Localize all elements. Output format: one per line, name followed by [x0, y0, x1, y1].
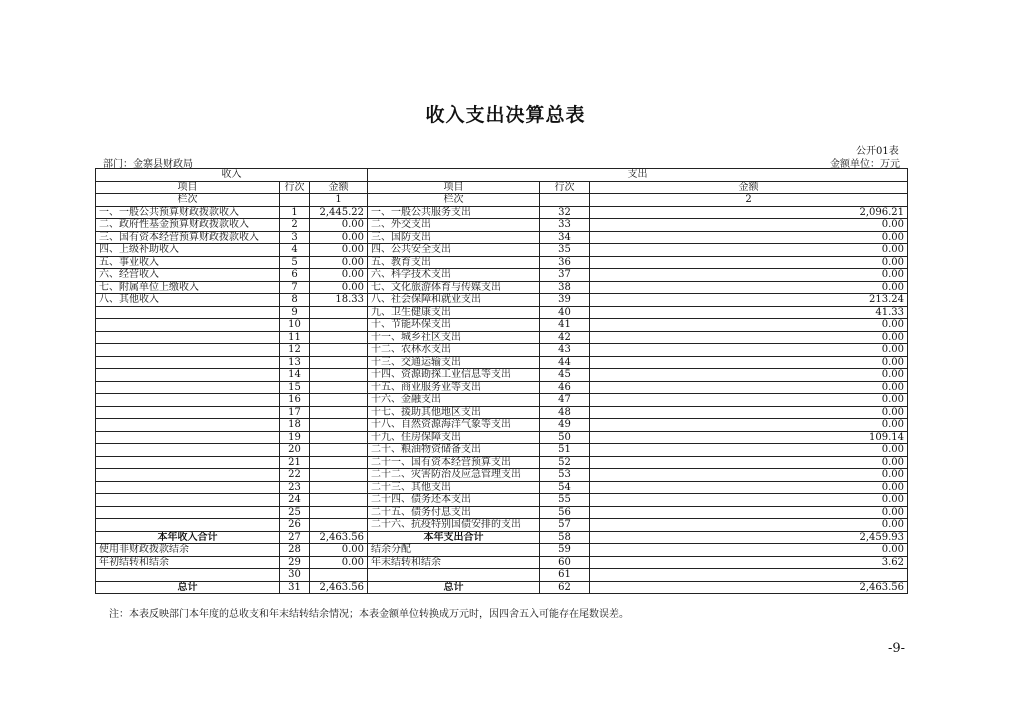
table-row: [96, 469, 908, 482]
expense-rowno-cell: 50: [540, 431, 590, 444]
table-row: [96, 331, 908, 344]
income-rowno-cell: 27: [280, 531, 310, 544]
income-amount-cell: [310, 381, 368, 394]
income-rowno-cell: 5: [280, 256, 310, 269]
table-row: [96, 256, 908, 269]
expense-header: 支出: [368, 169, 908, 182]
expense-amount-cell: 0.00: [590, 494, 908, 507]
income-amount-cell: 2,445.22: [310, 206, 368, 219]
table-row: [96, 544, 908, 557]
expense-rowno-cell: 54: [540, 481, 590, 494]
income-amount-cell: [310, 444, 368, 457]
income-column-empty: [280, 194, 310, 207]
expense-amount-cell: 0.00: [590, 219, 908, 232]
expense-rowno-cell: 36: [540, 256, 590, 269]
income-item-cell: [96, 506, 280, 519]
income-item-cell: [96, 431, 280, 444]
expense-amount-cell: 0.00: [590, 481, 908, 494]
income-amount-cell: [310, 331, 368, 344]
table-row: [96, 519, 908, 532]
expense-item-cell: 二十二、灾害防治及应急管理支出: [368, 469, 540, 482]
expense-rowno-cell: 51: [540, 444, 590, 457]
income-amount-header: 金额: [310, 181, 368, 194]
expense-item-cell: 九、卫生健康支出: [368, 306, 540, 319]
income-item-cell: [96, 331, 280, 344]
expense-amount-cell: 2,463.56: [590, 581, 908, 594]
income-rowno-cell: 17: [280, 406, 310, 419]
income-item-cell: [96, 494, 280, 507]
table-row: [96, 456, 908, 469]
expense-item-cell: 本年支出合计: [368, 531, 540, 544]
expense-rowno-cell: 33: [540, 219, 590, 232]
table-row: [96, 231, 908, 244]
income-item-cell: 七、附属单位上缴收入: [96, 281, 280, 294]
table-row: [96, 394, 908, 407]
expense-amount-cell: 0.00: [590, 469, 908, 482]
expense-column-label: 栏次: [368, 194, 540, 207]
income-item-cell: [96, 569, 280, 582]
income-item-cell: 六、经营收入: [96, 269, 280, 282]
expense-amount-cell: 109.14: [590, 431, 908, 444]
expense-item-cell: 二十三、其他支出: [368, 481, 540, 494]
income-item-cell: [96, 381, 280, 394]
expense-amount-cell: 0.00: [590, 544, 908, 557]
income-amount-cell: 0.00: [310, 544, 368, 557]
expense-column-number: 2: [590, 194, 908, 207]
expense-item-cell: 一、一般公共服务支出: [368, 206, 540, 219]
expense-rowno-cell: 62: [540, 581, 590, 594]
expense-item-cell: 二、外交支出: [368, 219, 540, 232]
expense-amount-cell: 0.00: [590, 244, 908, 257]
form-code: 公开01表: [856, 146, 899, 157]
expense-item-cell: 五、教育支出: [368, 256, 540, 269]
income-amount-cell: 0.00: [310, 556, 368, 569]
expense-rowno-cell: 58: [540, 531, 590, 544]
income-amount-cell: 2,463.56: [310, 531, 368, 544]
income-item-cell: 八、其他收入: [96, 294, 280, 307]
expense-amount-cell: 2,096.21: [590, 206, 908, 219]
expense-amount-cell: 0.00: [590, 269, 908, 282]
table-row: [96, 219, 908, 232]
income-amount-cell: [310, 469, 368, 482]
expense-amount-cell: 41.33: [590, 306, 908, 319]
table-row: [96, 581, 908, 594]
expense-item-cell: 十四、资源勘探工业信息等支出: [368, 369, 540, 382]
income-item-cell: [96, 306, 280, 319]
expense-item-cell: 三、国防支出: [368, 231, 540, 244]
income-column-label: 栏次: [96, 194, 280, 207]
income-amount-cell: [310, 456, 368, 469]
expense-amount-header: 金额: [590, 181, 908, 194]
income-rowno-cell: 1: [280, 206, 310, 219]
expense-amount-cell: 3.62: [590, 556, 908, 569]
expense-item-cell: 结余分配: [368, 544, 540, 557]
table-row: [96, 506, 908, 519]
income-rowno-cell: 13: [280, 356, 310, 369]
table-row: [96, 431, 908, 444]
income-rowno-cell: 21: [280, 456, 310, 469]
income-item-cell: 三、国有资本经营预算财政拨款收入: [96, 231, 280, 244]
expense-amount-cell: 0.00: [590, 356, 908, 369]
table-row: [96, 419, 908, 432]
income-amount-cell: [310, 344, 368, 357]
income-item-cell: 本年收入合计: [96, 531, 280, 544]
income-rowno-cell: 19: [280, 431, 310, 444]
income-item-cell: 一、一般公共预算财政拨款收入: [96, 206, 280, 219]
expense-item-cell: 十六、金融支出: [368, 394, 540, 407]
income-amount-cell: 0.00: [310, 256, 368, 269]
expense-amount-cell: 0.00: [590, 281, 908, 294]
income-rowno-cell: 2: [280, 219, 310, 232]
expense-item-cell: 十二、农林水支出: [368, 344, 540, 357]
unit-label: 金额单位：万元: [830, 159, 900, 170]
table-row: [96, 206, 908, 219]
income-amount-cell: 0.00: [310, 281, 368, 294]
expense-amount-cell: 0.00: [590, 444, 908, 457]
income-amount-cell: [310, 519, 368, 532]
income-item-cell: [96, 469, 280, 482]
income-amount-cell: [310, 481, 368, 494]
footnote: 注：本表反映部门本年度的总收支和年末结转结余情况；本表金额单位转换成万元时，因四舍五入可能存在尾数误差。: [109, 609, 629, 620]
income-rowno-cell: 30: [280, 569, 310, 582]
income-amount-cell: 0.00: [310, 244, 368, 257]
income-rowno-cell: 15: [280, 381, 310, 394]
income-item-cell: [96, 394, 280, 407]
expense-item-cell: 十、节能环保支出: [368, 319, 540, 332]
income-item-cell: 五、事业收入: [96, 256, 280, 269]
expense-item-cell: 七、文化旅游体育与传媒支出: [368, 281, 540, 294]
table-row: [96, 244, 908, 257]
expense-rowno-cell: 44: [540, 356, 590, 369]
expense-rowno-cell: 39: [540, 294, 590, 307]
expense-amount-cell: 0.00: [590, 256, 908, 269]
expense-amount-cell: 0.00: [590, 394, 908, 407]
expense-item-cell: 十五、商业服务业等支出: [368, 381, 540, 394]
expense-item-cell: 二十四、债务还本支出: [368, 494, 540, 507]
expense-amount-cell: 0.00: [590, 519, 908, 532]
expense-item-cell: 十九、住房保障支出: [368, 431, 540, 444]
table-row: [96, 356, 908, 369]
expense-rowno-cell: 47: [540, 394, 590, 407]
income-column-number: 1: [310, 194, 368, 207]
income-amount-cell: [310, 494, 368, 507]
expense-amount-cell: 2,459.93: [590, 531, 908, 544]
income-item-cell: 年初结转和结余: [96, 556, 280, 569]
income-item-cell: [96, 419, 280, 432]
expense-rowno-cell: 43: [540, 344, 590, 357]
expense-item-cell: 四、公共安全支出: [368, 244, 540, 257]
table-row: [96, 369, 908, 382]
expense-rowno-cell: 46: [540, 381, 590, 394]
income-rowno-cell: 3: [280, 231, 310, 244]
report-title: 收入支出决算总表: [425, 104, 586, 126]
income-rowno-cell: 29: [280, 556, 310, 569]
expense-item-cell: 十三、交通运输支出: [368, 356, 540, 369]
income-amount-cell: 0.00: [310, 219, 368, 232]
expense-item-cell: [368, 569, 540, 582]
income-amount-cell: [310, 394, 368, 407]
table-row: [96, 294, 908, 307]
income-item-cell: 二、政府性基金预算财政拨款收入: [96, 219, 280, 232]
income-rowno-cell: 31: [280, 581, 310, 594]
expense-amount-cell: 0.00: [590, 506, 908, 519]
income-amount-cell: [310, 406, 368, 419]
expense-rowno-cell: 35: [540, 244, 590, 257]
table-row: [96, 494, 908, 507]
income-rowno-cell: 4: [280, 244, 310, 257]
expense-rowno-cell: 49: [540, 419, 590, 432]
income-rowno-cell: 7: [280, 281, 310, 294]
table-row: [96, 406, 908, 419]
table-row: [96, 269, 908, 282]
income-amount-cell: 18.33: [310, 294, 368, 307]
page-number: -9-: [888, 641, 906, 656]
income-item-cell: [96, 519, 280, 532]
expense-item-cell: 十一、城乡社区支出: [368, 331, 540, 344]
expense-amount-cell: [590, 569, 908, 582]
income-rowno-cell: 8: [280, 294, 310, 307]
income-amount-cell: [310, 356, 368, 369]
expense-item-cell: 二十六、抗疫特别国债安排的支出: [368, 519, 540, 532]
table-row: [96, 281, 908, 294]
income-amount-cell: 0.00: [310, 231, 368, 244]
income-rowno-cell: 9: [280, 306, 310, 319]
table-row: [96, 531, 908, 544]
income-item-cell: [96, 369, 280, 382]
expense-rowno-cell: 41: [540, 319, 590, 332]
income-item-cell: 四、上级补助收入: [96, 244, 280, 257]
expense-amount-cell: 0.00: [590, 319, 908, 332]
income-rowno-cell: 20: [280, 444, 310, 457]
income-item-header: 项目: [96, 181, 280, 194]
expense-amount-cell: 0.00: [590, 369, 908, 382]
income-rowno-header: 行次: [280, 181, 310, 194]
income-item-cell: [96, 406, 280, 419]
expense-item-cell: 总计: [368, 581, 540, 594]
income-item-cell: [96, 344, 280, 357]
expense-item-header: 项目: [368, 181, 540, 194]
expense-item-cell: 二十、粮油物资储备支出: [368, 444, 540, 457]
expense-rowno-cell: 48: [540, 406, 590, 419]
income-item-cell: [96, 444, 280, 457]
income-item-cell: [96, 481, 280, 494]
expense-rowno-cell: 59: [540, 544, 590, 557]
expense-rowno-cell: 55: [540, 494, 590, 507]
expense-amount-cell: 0.00: [590, 331, 908, 344]
income-rowno-cell: 10: [280, 319, 310, 332]
income-amount-cell: 0.00: [310, 269, 368, 282]
income-item-cell: [96, 456, 280, 469]
table-row: [96, 381, 908, 394]
expense-rowno-cell: 45: [540, 369, 590, 382]
expense-rowno-cell: 53: [540, 469, 590, 482]
expense-column-empty: [540, 194, 590, 207]
income-rowno-cell: 22: [280, 469, 310, 482]
expense-amount-cell: 0.00: [590, 381, 908, 394]
income-rowno-cell: 14: [280, 369, 310, 382]
expense-amount-cell: 0.00: [590, 419, 908, 432]
income-amount-cell: [310, 431, 368, 444]
income-rowno-cell: 11: [280, 331, 310, 344]
income-rowno-cell: 18: [280, 419, 310, 432]
summary-table: [95, 168, 907, 594]
expense-rowno-cell: 61: [540, 569, 590, 582]
expense-item-cell: 八、社会保障和就业支出: [368, 294, 540, 307]
expense-amount-cell: 0.00: [590, 231, 908, 244]
income-rowno-cell: 25: [280, 506, 310, 519]
income-item-cell: [96, 319, 280, 332]
table-row: [96, 306, 908, 319]
income-item-cell: 使用非财政拨款结余: [96, 544, 280, 557]
income-header: 收入: [96, 169, 368, 182]
expense-item-cell: 年末结转和结余: [368, 556, 540, 569]
table-row: [96, 569, 908, 582]
expense-rowno-cell: 57: [540, 519, 590, 532]
income-amount-cell: [310, 319, 368, 332]
expense-amount-cell: 0.00: [590, 406, 908, 419]
expense-amount-cell: 213.24: [590, 294, 908, 307]
department-label: 部门：金寨县财政局: [103, 159, 193, 170]
expense-rowno-cell: 34: [540, 231, 590, 244]
income-rowno-cell: 23: [280, 481, 310, 494]
income-item-cell: [96, 356, 280, 369]
table-row: [96, 344, 908, 357]
expense-rowno-cell: 56: [540, 506, 590, 519]
income-rowno-cell: 26: [280, 519, 310, 532]
expense-item-cell: 十七、援助其他地区支出: [368, 406, 540, 419]
expense-rowno-cell: 60: [540, 556, 590, 569]
expense-rowno-cell: 37: [540, 269, 590, 282]
income-amount-cell: [310, 369, 368, 382]
income-amount-cell: [310, 306, 368, 319]
income-amount-cell: [310, 506, 368, 519]
income-amount-cell: 2,463.56: [310, 581, 368, 594]
expense-item-cell: 十八、自然资源海洋气象等支出: [368, 419, 540, 432]
income-rowno-cell: 12: [280, 344, 310, 357]
expense-rowno-cell: 42: [540, 331, 590, 344]
income-amount-cell: [310, 569, 368, 582]
income-amount-cell: [310, 419, 368, 432]
income-rowno-cell: 16: [280, 394, 310, 407]
expense-rowno-cell: 32: [540, 206, 590, 219]
expense-item-cell: 六、科学技术支出: [368, 269, 540, 282]
income-item-cell: 总计: [96, 581, 280, 594]
table-row: [96, 444, 908, 457]
table-row: [96, 556, 908, 569]
expense-amount-cell: 0.00: [590, 456, 908, 469]
income-rowno-cell: 24: [280, 494, 310, 507]
expense-item-cell: 二十五、债务付息支出: [368, 506, 540, 519]
expense-rowno-cell: 52: [540, 456, 590, 469]
income-rowno-cell: 28: [280, 544, 310, 557]
table-row: [96, 319, 908, 332]
expense-rowno-cell: 40: [540, 306, 590, 319]
expense-amount-cell: 0.00: [590, 344, 908, 357]
expense-rowno-header: 行次: [540, 181, 590, 194]
expense-item-cell: 二十一、国有资本经营预算支出: [368, 456, 540, 469]
table-row: [96, 481, 908, 494]
expense-rowno-cell: 38: [540, 281, 590, 294]
income-rowno-cell: 6: [280, 269, 310, 282]
